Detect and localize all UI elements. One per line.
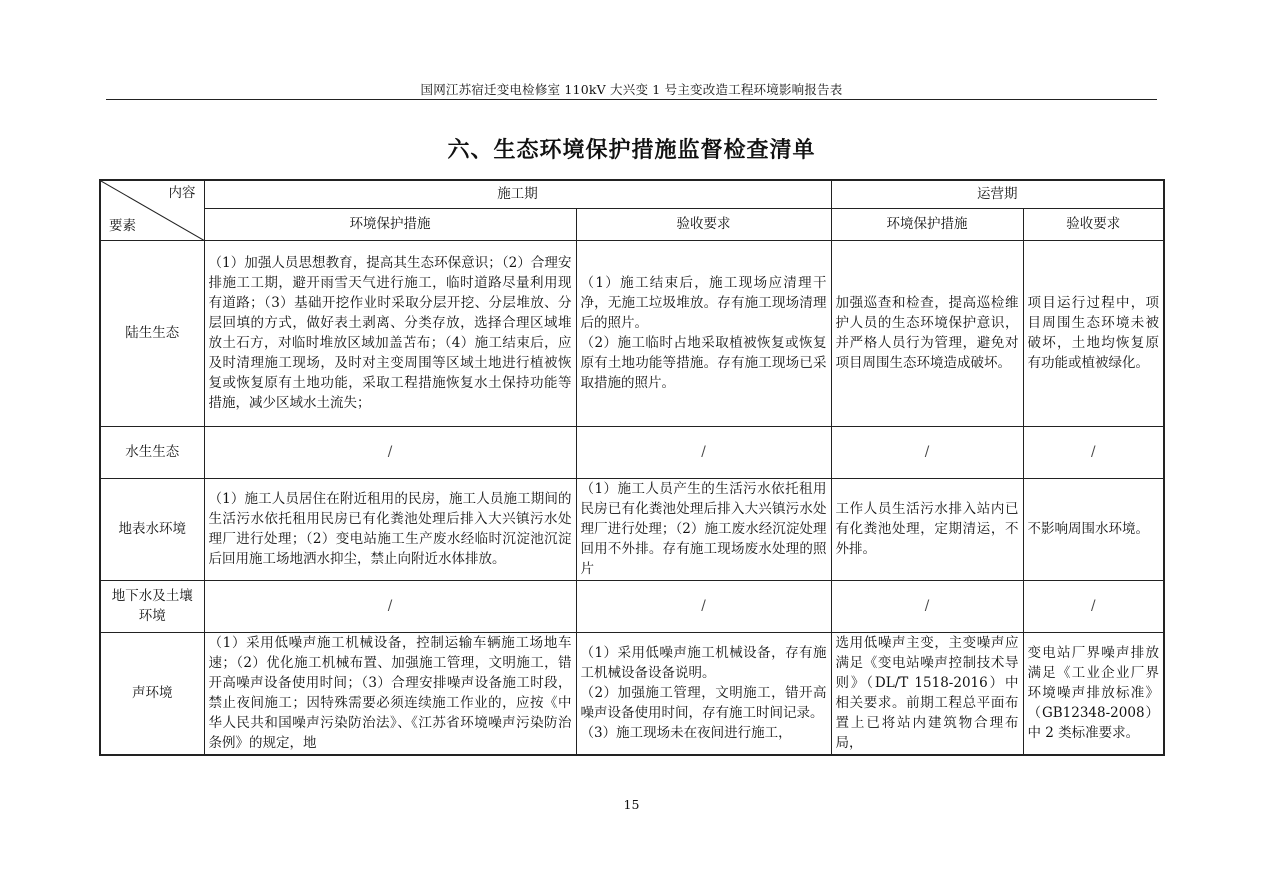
table-row — [100, 580, 1164, 632]
construction-acceptance-cell: （1）施工人员产生的生活污水依托租用民房已有化粪池处理后排入大兴镇污水处理厂进行处理；（2）施工废水经沉淀处理回用不外排。存有施工现场废水处理的照片 — [576, 478, 831, 580]
supervision-checklist-table — [99, 179, 1165, 756]
construction-acceptance-cell: / — [576, 580, 831, 632]
construction-measures-cell: （1）加强人员思想教育，提高其生态环保意识；（2）合理安排施工工期，避开雨雪天气进行施工，临时道路尽量利用现有道路；（3）基础开挖作业时采取分层开挖、分层堆放、分层回填的方式，做好表土剥离、分类存放，选择合理区域堆放土石方，对临时堆放区域加盖苫布；（4）施工结束后，应及时清理施工现场，及时对主变周围等区域土地进行植被恢复或恢复原有土地功能，采取工程措施恢复水土保持功能等措施，减少区域水土流失； — [204, 240, 576, 426]
header-row-phase — [100, 180, 1164, 208]
operation-acceptance-cell: 不影响周围水环境。 — [1023, 478, 1164, 580]
construction-acceptance-header: 验收要求 — [576, 208, 831, 240]
header-row-sub — [100, 208, 1164, 240]
row-element-label: 陆生生态 — [100, 240, 204, 426]
construction-acceptance-cell: （1）施工结束后，施工现场应清理干净，无施工垃圾堆放。存有施工现场清理后的照片。 （2）施工临时占地采取植被恢复或恢复原有土地功能等措施。存有施工现场已采取措施的照片。 — [576, 240, 831, 426]
running-header: 国网江苏宿迁变电检修室 110kV 大兴变 1 号主变改造工程环境影响报告表 — [420, 82, 843, 97]
construction-acceptance-cell: / — [576, 426, 831, 478]
page-number: 15 — [623, 797, 640, 812]
construction-measures-cell: （1）施工人员居住在附近租用的民房，施工人员施工期间的生活污水依托租用民房已有化粪池处理后排入大兴镇污水处理厂进行处理；（2）变电站施工生产废水经临时沉淀池沉淀后回用施工场地洒水抑尘，禁止向附近水体排放。 — [204, 478, 576, 580]
table-row — [100, 426, 1164, 478]
row-element-label: 地下水及土壤环境 — [100, 580, 204, 632]
operation-acceptance-cell: / — [1023, 580, 1164, 632]
row-element-label: 声环境 — [100, 632, 204, 755]
section-title: 六、生态环境保护措施监督检查清单 — [447, 138, 816, 163]
table-row — [100, 240, 1164, 426]
header-rule — [106, 99, 1157, 100]
construction-measures-header: 环境保护措施 — [204, 208, 576, 240]
construction-measures-cell: / — [204, 580, 576, 632]
operation-measures-cell: / — [831, 426, 1023, 478]
construction-measures-cell: （1）采用低噪声施工机械设备，控制运输车辆施工场地车速；（2）优化施工机械布置、加强施工管理，文明施工，错开高噪声设备使用时间；（3）合理安排噪声设备施工时段，禁止夜间施工；因特殊需要必须连续施工作业的，应按《中华人民共和国噪声污染防治法》、《江苏省环境噪声污染防治条例》的规定，地 — [204, 632, 576, 755]
table-row — [100, 632, 1164, 755]
operation-measures-header: 环境保护措施 — [831, 208, 1023, 240]
operation-acceptance-cell: 项目运行过程中，项目周围生态环境未被破坏，土地均恢复原有功能或植被绿化。 — [1023, 240, 1164, 426]
operation-acceptance-cell: / — [1023, 426, 1164, 478]
operation-acceptance-cell: 变电站厂界噪声排放满足《工业企业厂界环境噪声排放标准》（GB12348-2008）中 2 类标准要求。 — [1023, 632, 1164, 755]
operation-measures-cell: 加强巡查和检查，提高巡检维护人员的生态环境保护意识，并严格人员行为管理，避免对项目周围生态环境造成破坏。 — [831, 240, 1023, 426]
row-element-label: 地表水环境 — [100, 478, 204, 580]
row-element-label: 水生生态 — [100, 426, 204, 478]
construction-measures-cell: / — [204, 426, 576, 478]
operation-measures-cell: 工作人员生活污水排入站内已有化粪池处理，定期清运，不外排。 — [831, 478, 1023, 580]
operation-measures-cell: 选用低噪声主变，主变噪声应满足《变电站噪声控制技术导则》（DL/T 1518-2016）中相关要求。前期工程总平面布置上已将站内建筑物合理布局， — [831, 632, 1023, 755]
operation-measures-cell: / — [831, 580, 1023, 632]
operation-acceptance-header: 验收要求 — [1023, 208, 1164, 240]
corner-header-cell — [100, 180, 204, 240]
table-row — [100, 478, 1164, 580]
construction-acceptance-cell: （1）采用低噪声施工机械设备，存有施工机械设备设备说明。 （2）加强施工管理，文明施工，错开高噪声设备使用时间，存有施工时间记录。 （3）施工现场未在夜间进行施工， — [576, 632, 831, 755]
phase-construction-header: 施工期 — [204, 180, 831, 208]
corner-label-content: 内容 — [168, 185, 196, 201]
corner-label-element: 要素 — [109, 217, 136, 234]
phase-operation-header: 运营期 — [831, 180, 1164, 208]
